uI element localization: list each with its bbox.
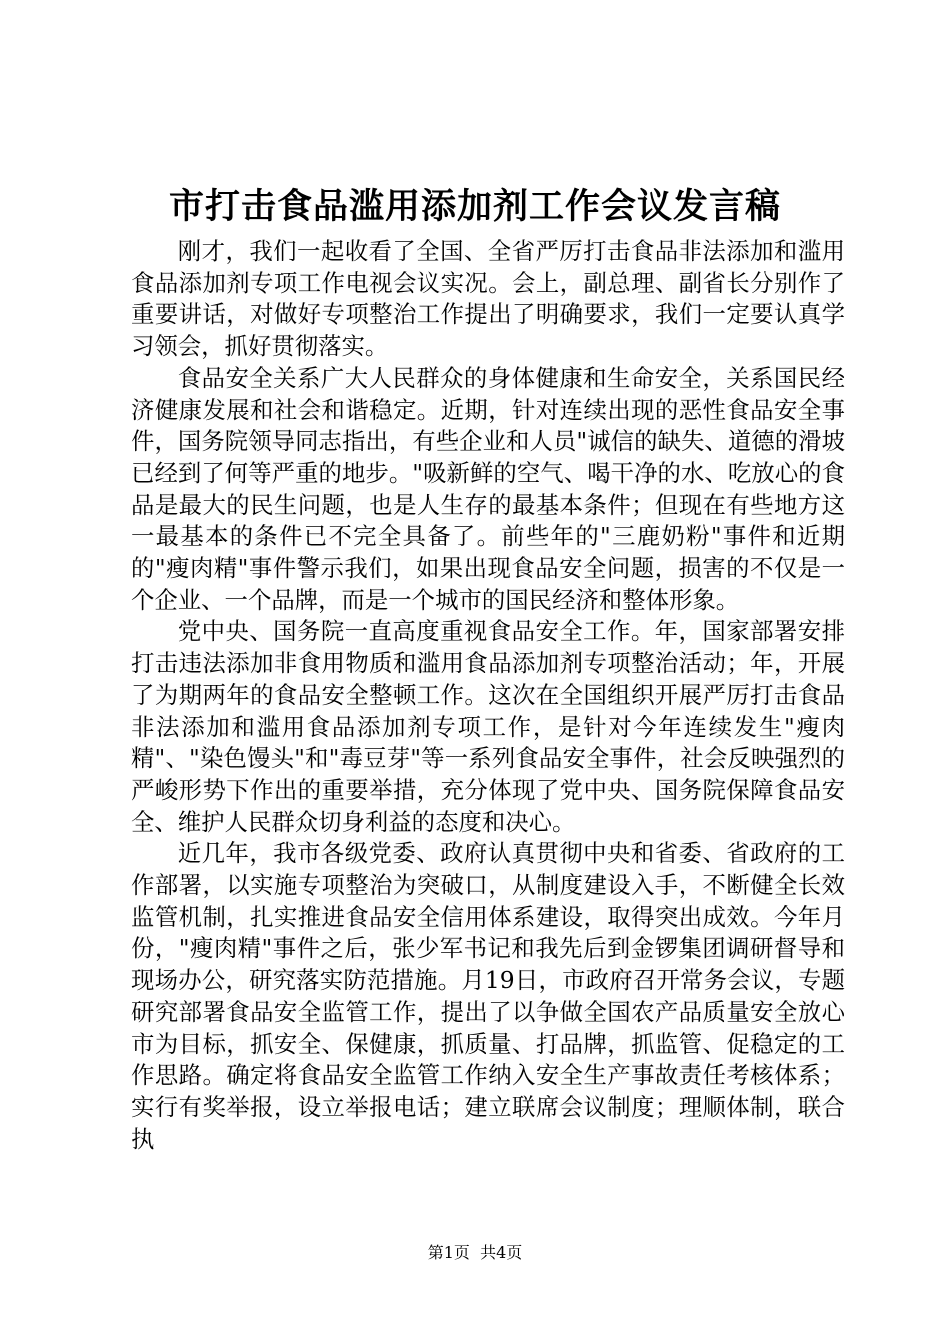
page-title: 市打击食品滥用添加剂工作会议发言稿 (168, 187, 781, 227)
document-body (131, 236, 845, 1155)
page-number-indicator: 第1页 共4页 (427, 1243, 523, 1262)
paragraph-1: 刚才，我们一起收看了全国、全省严厉打击食品非法添加和滥用食品添加剂专项工作电视会议实况。会上，副总理、副省长分别作了重要讲话，对做好专项整治工作提出了明确要求，我们一定要认真学习领会，抓好贯彻落实。 (131, 237, 845, 361)
paragraph-2: 食品安全关系广大人民群众的身体健康和生命安全，关系国民经济健康发展和社会和谐稳定。近期，针对连续出现的恶性食品安全事件，国务院领导同志指出，有些企业和人员"诚信的缺失、道德的滑坡已经到了何等严重的地步。"吸新鲜的空气、喝干净的水、吃放心的食品是最大的民生问题，也是人生存的最基本条件；但现在有些地方这一最基本的条件已不完全具备了。前些年的"三鹿奶粉"事件和近期的"瘦肉精"事件警示我们，如果出现食品安全问题，损害的不仅是一个企业、一个品牌，而是一个城市的国民经济和整体形象。 (131, 363, 845, 614)
paragraph-4: 近几年，我市各级党委、政府认真贯彻中央和省委、省政府的工作部署，以实施专项整治为突破口，从制度建设入手，不断健全长效监管机制，扎实推进食品安全信用体系建设，取得突出成效。今年月份，"瘦肉精"事件之后，张少军书记和我先后到金锣集团调研督导和现场办公，研究落实防范措施。月19日，市政府召开常务会议，专题研究部署食品安全监管工作，提出了以争做全国农产品质量安全放心市为目标，抓安全、保健康，抓质量、打品牌，抓监管、促稳定的工作思路。确定将食品安全监管工作纳入安全生产事故责任考核体系；实行有奖举报，设立举报电话；建立联席会议制度；理顺体制，联合执 (131, 839, 845, 1153)
page-footer (0, 1243, 950, 1263)
paragraph-3: 党中央、国务院一直高度重视食品安全工作。年，国家部署安排打击违法添加非食用物质和滥用食品添加剂专项整治活动；年，开展了为期两年的食品安全整顿工作。这次在全国组织开展严厉打击食品非法添加和滥用食品添加剂专项工作，是针对今年连续发生"瘦肉精"、"染色馒头"和"毒豆芽"等一系列食品安全事件，社会反映强烈的严峻形势下作出的重要举措，充分体现了党中央、国务院保障食品安全、维护人民群众切身利益的态度和决心。 (131, 617, 845, 836)
